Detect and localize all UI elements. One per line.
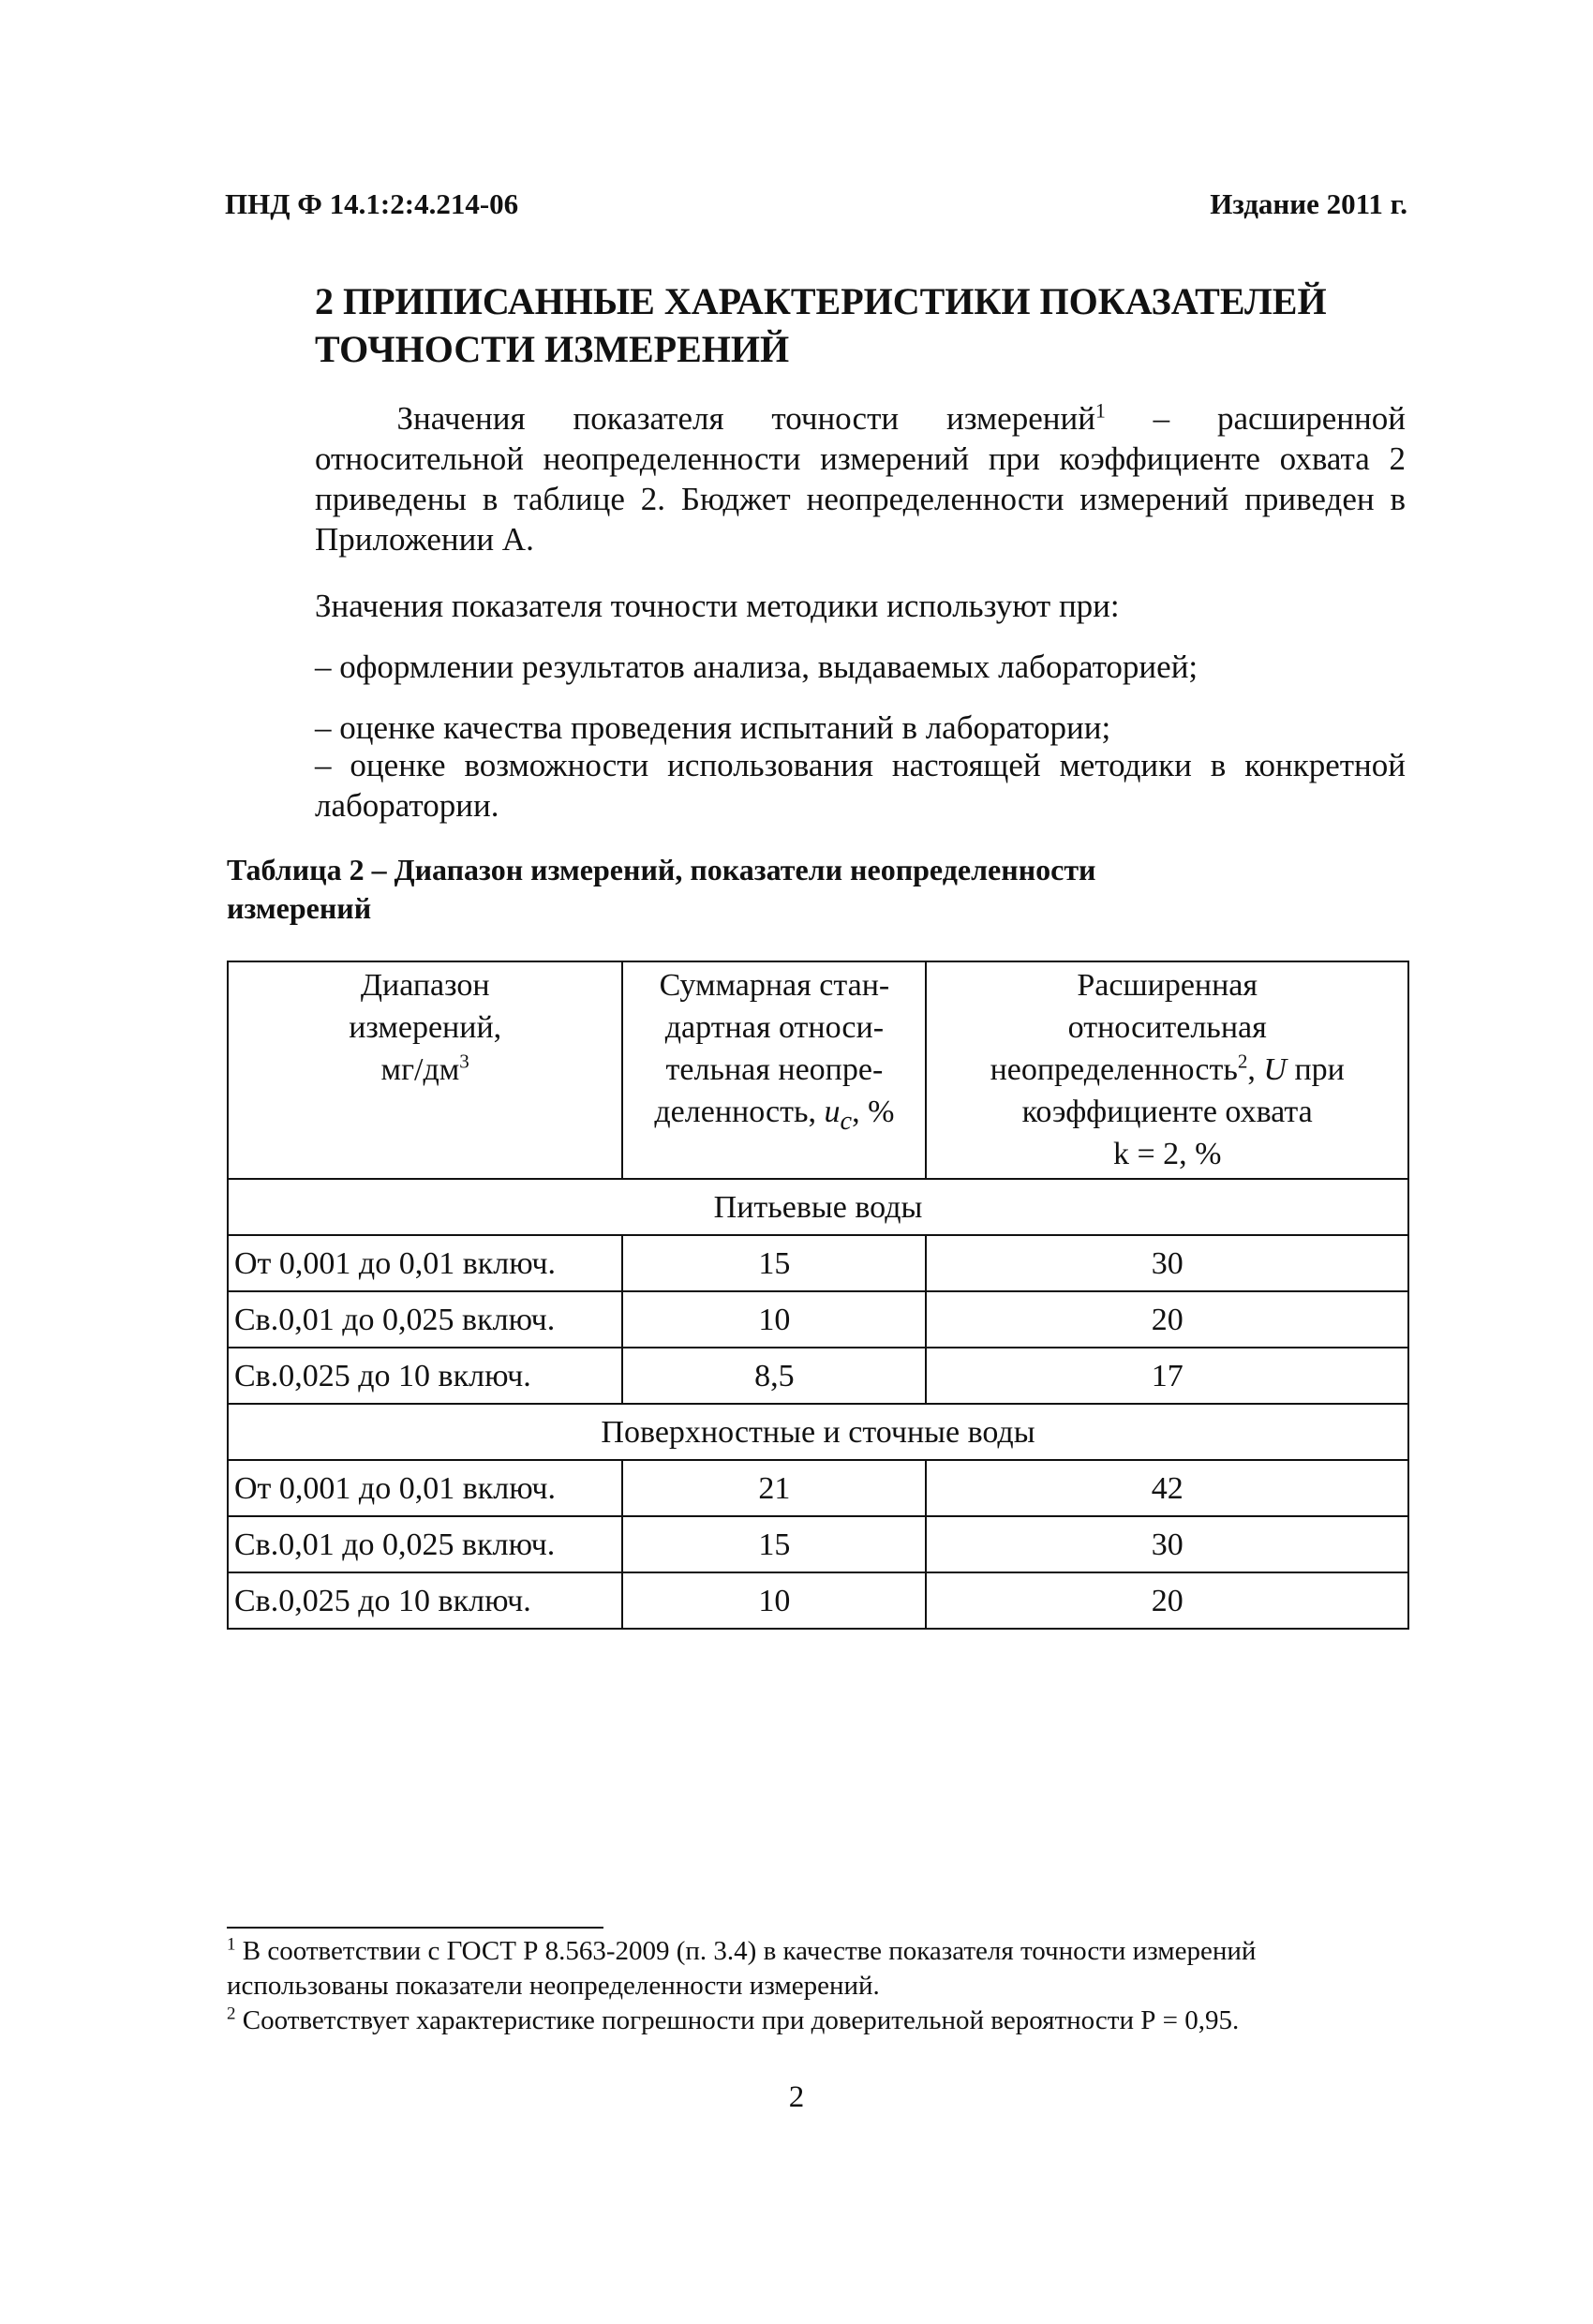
list-item-2: – оценке качества проведения испытаний в лаборатории; bbox=[315, 709, 1111, 746]
cell-range: Св.0,01 до 0,025 включ. bbox=[228, 1291, 622, 1348]
header-expanded-uncertainty bbox=[926, 961, 1408, 1179]
header-U-comma: , bbox=[1247, 1052, 1264, 1087]
header-uc-text: деленность, bbox=[654, 1095, 825, 1129]
section-row bbox=[228, 1404, 1408, 1460]
footnote-1-number: 1 bbox=[227, 1934, 236, 1955]
header-range-unit-sup: 3 bbox=[459, 1050, 469, 1073]
table-caption-line1: Таблица 2 – Диапазон измерений, показатели неопределенности bbox=[227, 853, 1096, 886]
table-row bbox=[228, 1348, 1408, 1404]
footnotes bbox=[227, 1934, 1413, 2038]
table-row bbox=[228, 1572, 1408, 1629]
header-standard-uncertainty bbox=[622, 961, 926, 1179]
header-uc-symbol: u bbox=[824, 1095, 841, 1129]
footnote-separator bbox=[227, 1927, 603, 1929]
header-U-symbol: U bbox=[1263, 1052, 1287, 1087]
cell-range: От 0,001 до 0,01 включ. bbox=[228, 1460, 622, 1516]
section-title-surface-waste: Поверхностные и сточные воды bbox=[228, 1404, 1408, 1460]
header-uc-line2: дартная относи- bbox=[664, 1010, 885, 1045]
uncertainty-table bbox=[227, 961, 1409, 1630]
list-item-3: – оценке возможности использования настоящей методики в конкретной лаборатории. bbox=[315, 747, 1406, 824]
section-heading-line2: ТОЧНОСТИ ИЗМЕРЕНИЙ bbox=[315, 328, 790, 370]
table-header-row bbox=[228, 961, 1408, 1179]
header-uc-line4 bbox=[629, 1091, 919, 1142]
header-range-line1: Диапазон bbox=[360, 968, 490, 1003]
header-range-line2: измерений, bbox=[349, 1010, 502, 1045]
header-uc-subscript: c bbox=[840, 1106, 853, 1136]
document-code: ПНД Ф 14.1:2:4.214-06 bbox=[225, 187, 519, 220]
section-heading bbox=[315, 277, 1402, 373]
cell-U: 30 bbox=[926, 1235, 1408, 1291]
section-row bbox=[228, 1179, 1408, 1235]
footnote-1-text: В соответствии с ГОСТ Р 8.563-2009 (п. 3.4) в качестве показателя точности измерений использованы показатели неопределенности измерений. bbox=[227, 1936, 1257, 2001]
table-caption bbox=[227, 851, 1407, 928]
cell-uc: 10 bbox=[622, 1291, 926, 1348]
header-uc-line3: тельная неопре- bbox=[665, 1052, 884, 1087]
header-U-line2: относительная bbox=[1067, 1010, 1267, 1045]
cell-range: От 0,001 до 0,01 включ. bbox=[228, 1235, 622, 1291]
table-row bbox=[228, 1235, 1408, 1291]
footnote-2-text: Соответствует характеристике погрешности при доверительной вероятности Р = 0,95. bbox=[235, 2005, 1240, 2035]
cell-uc: 8,5 bbox=[622, 1348, 926, 1404]
page-number: 2 bbox=[788, 2080, 805, 2114]
section-heading-line1: 2 ПРИПИСАННЫЕ ХАРАКТЕРИСТИКИ ПОКАЗАТЕЛЕЙ bbox=[315, 280, 1327, 322]
footnote-ref-2: 2 bbox=[1237, 1050, 1248, 1073]
table-row bbox=[228, 1460, 1408, 1516]
cell-U: 30 bbox=[926, 1516, 1408, 1572]
footnote-2 bbox=[227, 2004, 1413, 2038]
paragraph-1-text-a: Значения показателя точности измерений bbox=[396, 400, 1095, 437]
header-uc-unit: , % bbox=[852, 1095, 895, 1129]
cell-uc: 15 bbox=[622, 1516, 926, 1572]
footnote-1 bbox=[227, 1934, 1413, 2004]
header-range bbox=[228, 961, 622, 1179]
section-title-drinking: Питьевые воды bbox=[228, 1179, 1408, 1235]
paragraph-1 bbox=[315, 398, 1406, 559]
header-uc-line1: Суммарная стан- bbox=[659, 968, 890, 1003]
header-U-line4: коэффициенте охвата bbox=[1021, 1095, 1313, 1129]
cell-uc: 21 bbox=[622, 1460, 926, 1516]
header-U-line5: k = 2, % bbox=[1112, 1137, 1222, 1171]
table-row bbox=[228, 1516, 1408, 1572]
cell-U: 42 bbox=[926, 1460, 1408, 1516]
header-range-line3 bbox=[234, 1049, 616, 1091]
cell-uc: 10 bbox=[622, 1572, 926, 1629]
cell-U: 20 bbox=[926, 1291, 1408, 1348]
cell-range: Св.0,01 до 0,025 включ. bbox=[228, 1516, 622, 1572]
header-U-line1: Расширенная bbox=[1077, 968, 1258, 1003]
edition-label: Издание 2011 г. bbox=[1210, 187, 1407, 220]
footnote-ref-1: 1 bbox=[1094, 399, 1106, 423]
table-row bbox=[228, 1291, 1408, 1348]
header-range-unit: мг/дм bbox=[380, 1052, 460, 1087]
header-U-pri: при bbox=[1286, 1052, 1345, 1087]
cell-range: Св.0,025 до 10 включ. bbox=[228, 1572, 622, 1629]
footnote-2-number: 2 bbox=[227, 2004, 236, 2024]
header-U-text: неопределенность bbox=[990, 1052, 1238, 1087]
cell-U: 20 bbox=[926, 1572, 1408, 1629]
table-caption-line2: измерений bbox=[227, 891, 372, 925]
cell-range: Св.0,025 до 10 включ. bbox=[228, 1348, 622, 1404]
paragraph-1-text-b: – расширенной относительной неопределенности измерений при коэффициенте охвата 2 приведены в таблице 2. Бюджет неопределенности измерений приведен в Приложении А. bbox=[315, 400, 1406, 558]
list-item-1: – оформлении результатов анализа, выдаваемых лабораторией; bbox=[315, 648, 1198, 685]
header-U-line3 bbox=[932, 1049, 1402, 1091]
cell-U: 17 bbox=[926, 1348, 1408, 1404]
paragraph-2: Значения показателя точности методики используют при: bbox=[315, 588, 1120, 624]
cell-uc: 15 bbox=[622, 1235, 926, 1291]
